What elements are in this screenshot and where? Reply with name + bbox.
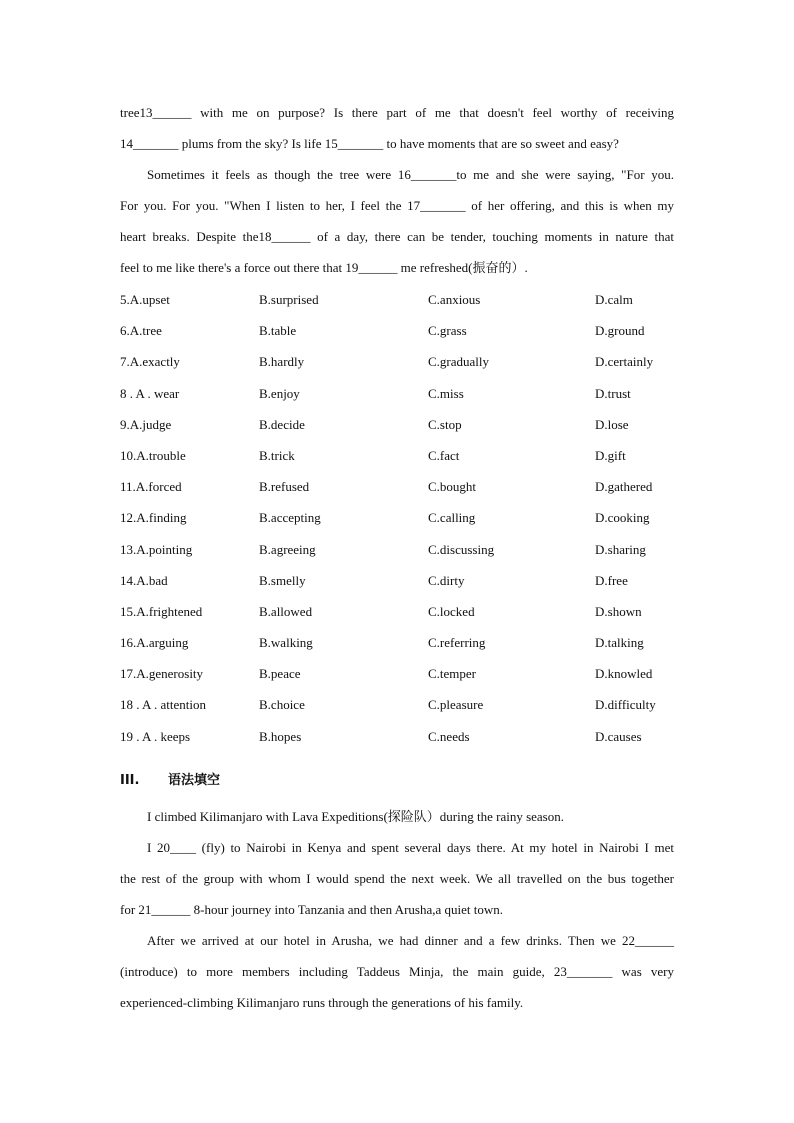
- option-row: [120, 346, 680, 377]
- option-b: B.agreeing: [259, 541, 316, 557]
- passage-line: (introduce) to more members including Taddeus Minja, the main guide, 23_______ was very: [120, 964, 674, 979]
- option-row: [120, 721, 680, 752]
- passage-line: I 20____ (fly) to Nairobi in Kenya and spent several days there. At my hotel in Nairobi I met: [147, 840, 674, 855]
- option-c: C.grass: [428, 323, 467, 339]
- passage-line: 14_______ plums from the sky? Is life 15_______ to have moments that are so sweet and easy?: [120, 136, 619, 151]
- option-d: D.cooking: [595, 510, 650, 526]
- option-c: C.miss: [428, 385, 464, 401]
- passage-line: tree13______ with me on purpose? Is there part of me that doesn't feel worthy of receiving: [120, 105, 674, 120]
- option-b: B.hardly: [259, 354, 305, 370]
- option-a: 11.A.forced: [120, 479, 182, 495]
- option-row: [120, 689, 680, 720]
- option-d: D.gift: [595, 447, 626, 463]
- option-a: 13.A.pointing: [120, 541, 193, 557]
- option-a: 15.A.frightened: [120, 603, 203, 619]
- option-b: B.refused: [259, 479, 310, 495]
- option-b: B.table: [259, 323, 297, 339]
- option-d: D.gathered: [595, 479, 653, 495]
- option-b: B.surprised: [259, 292, 319, 307]
- option-b: B.accepting: [259, 510, 321, 526]
- passage-bottom: [120, 801, 674, 1018]
- passage-line: the rest of the group with whom I would spend the next week. We all travelled on the bus together: [120, 871, 674, 886]
- option-a: 14.A.bad: [120, 572, 168, 588]
- passage-top: [120, 97, 674, 283]
- option-b: B.allowed: [259, 603, 313, 619]
- option-row: [120, 284, 680, 315]
- option-b: B.peace: [259, 666, 301, 682]
- option-b: B.hopes: [259, 728, 302, 744]
- option-c: C.gradually: [428, 354, 490, 370]
- option-a: 7.A.exactly: [120, 354, 180, 370]
- option-d: D.trust: [595, 385, 631, 401]
- option-c: C.calling: [428, 510, 476, 526]
- option-d: D.lose: [595, 416, 629, 432]
- section-title: 语法填空: [168, 773, 221, 788]
- option-a: 12.A.finding: [120, 510, 187, 526]
- option-d: D.free: [595, 572, 628, 588]
- option-row: [120, 596, 680, 627]
- option-d: D.certainly: [595, 354, 654, 370]
- option-row: [120, 565, 680, 596]
- option-a: 18 . A . attention: [120, 697, 206, 713]
- option-row: [120, 440, 680, 471]
- option-c: C.stop: [428, 416, 462, 432]
- passage-line: heart breaks. Despite the18______ of a day, there can be tender, touching moments in nature that: [120, 229, 674, 244]
- passage-line: feel to me like there's a force out there that 19______ me refreshed(振奋的）.: [120, 260, 528, 275]
- option-c: C.referring: [428, 635, 486, 651]
- option-d: D.knowled: [595, 666, 653, 682]
- option-a: 17.A.generosity: [120, 666, 204, 682]
- option-d: D.causes: [595, 728, 642, 744]
- option-c: C.dirty: [428, 572, 465, 588]
- option-a: 19 . A . keeps: [120, 728, 191, 744]
- answer-options: [120, 284, 680, 752]
- option-a: 6.A.tree: [120, 323, 162, 339]
- passage-line: experienced-climbing Kilimanjaro runs through the generations of his family.: [120, 995, 524, 1010]
- option-row: [120, 502, 680, 533]
- option-b: B.decide: [259, 416, 305, 432]
- option-a: 16.A.arguing: [120, 635, 189, 651]
- option-row: [120, 378, 680, 409]
- option-c: C.pleasure: [428, 697, 484, 713]
- option-row: [120, 471, 680, 502]
- option-d: D.sharing: [595, 541, 646, 557]
- option-c: C.locked: [428, 603, 475, 619]
- section-number: III.: [120, 773, 140, 788]
- passage-line: After we arrived at our hotel in Arusha, we had dinner and a few drinks. Then we 22______: [147, 933, 674, 948]
- option-a: 5.A.upset: [120, 292, 170, 307]
- option-c: C.temper: [428, 666, 477, 682]
- passage-line: I climbed Kilimanjaro with Lava Expeditions(探险队）during the rainy season.: [147, 809, 564, 824]
- option-c: C.bought: [428, 479, 477, 495]
- passage-line: For you. For you. "When I listen to her, I feel the 17_______ of her offering, and this is when my: [120, 198, 674, 213]
- option-b: B.choice: [259, 697, 305, 713]
- option-row: [120, 627, 680, 658]
- option-d: D.ground: [595, 323, 645, 339]
- passage-line: Sometimes it feels as though the tree were 16_______to me and she were saying, "For you.: [147, 167, 674, 182]
- option-c: C.needs: [428, 728, 470, 744]
- option-b: B.trick: [259, 447, 295, 463]
- option-c: C.fact: [428, 447, 460, 463]
- option-row: [120, 315, 680, 346]
- section-heading: [120, 768, 220, 794]
- option-row: [120, 534, 680, 565]
- option-d: D.difficulty: [595, 697, 656, 713]
- option-a: 10.A.trouble: [120, 447, 186, 463]
- option-c: C.anxious: [428, 292, 481, 307]
- option-b: B.walking: [259, 635, 313, 651]
- passage-line: for 21______ 8-hour journey into Tanzania and then Arusha,a quiet town.: [120, 902, 503, 917]
- option-d: D.shown: [595, 603, 642, 619]
- option-d: D.talking: [595, 635, 644, 651]
- option-d: D.calm: [595, 292, 633, 307]
- option-b: B.smelly: [259, 572, 306, 588]
- option-c: C.discussing: [428, 541, 495, 557]
- option-row: [120, 409, 680, 440]
- option-b: B.enjoy: [259, 385, 300, 401]
- option-row: [120, 658, 680, 689]
- option-a: 9.A.judge: [120, 416, 172, 432]
- option-a: 8 . A . wear: [120, 385, 180, 401]
